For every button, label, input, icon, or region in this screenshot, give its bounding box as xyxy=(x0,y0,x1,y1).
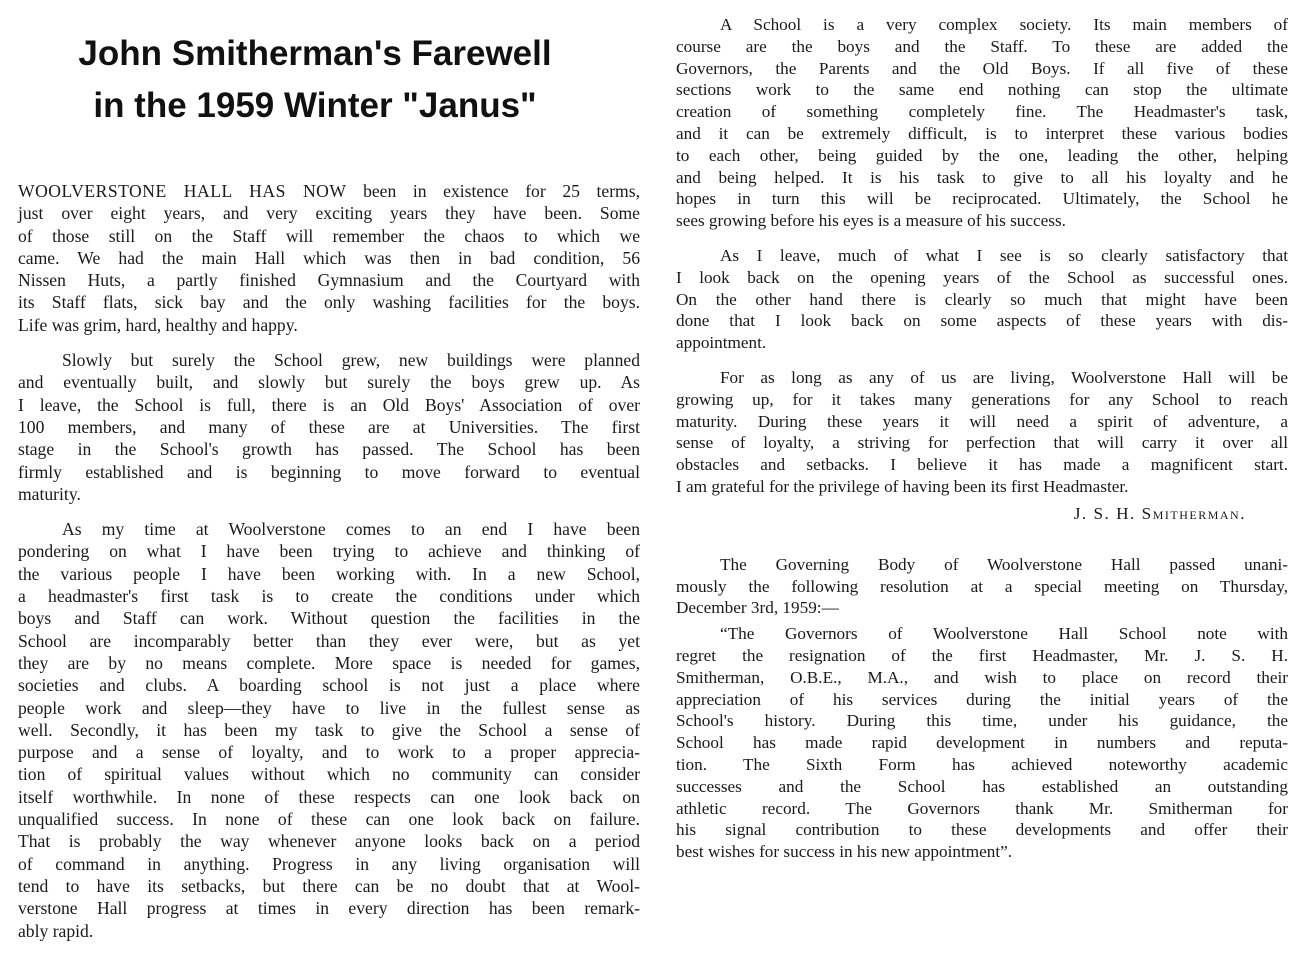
text-line: Slowly but surely the School grew, new buildings were planned xyxy=(62,350,640,371)
text-line: appreciation of his services during the initial years of the xyxy=(676,689,1288,709)
text-line: Life was grim, hard, healthy and happy. xyxy=(18,314,298,335)
text-line: tion. The Sixth Form has achieved noteworthy academic xyxy=(676,754,1288,774)
text-line: of those still on the Staff will remember the chaos to which we xyxy=(18,225,640,246)
lead-in-text: WOOLVERSTONE HALL HAS NOW xyxy=(18,181,347,201)
text-line: sees growing before his eyes is a measure of his success. xyxy=(676,211,1066,231)
text-line: growing up, for it takes many generations for any School to reach xyxy=(676,389,1288,409)
text-line: tion of spiritual values without which no community can consider xyxy=(18,764,640,785)
text-line: just over eight years, and very exciting years they have been. Some xyxy=(18,203,640,224)
text-line: its Staff flats, sick bay and the only washing facilities for the boys. xyxy=(18,292,640,313)
text-line: I leave, the School is full, there is an Old Boys' Association of over xyxy=(18,394,640,415)
signature: J. S. H. Smitherman. xyxy=(1073,503,1246,523)
text-line: Smitherman, O.B.E., M.A., and wish to place on record their xyxy=(676,667,1288,687)
page-title xyxy=(20,28,610,132)
text-line: maturity. xyxy=(18,483,81,504)
text-line: stage in the School's growth has passed. The School has been xyxy=(18,439,640,460)
text-line: “The Governors of Woolverstone Hall School note with xyxy=(720,624,1288,644)
text-line: As my time at Woolverstone comes to an end I have been xyxy=(62,519,640,540)
text-line xyxy=(18,180,640,202)
text-line: itself worthwhile. In none of these respects can one look back on xyxy=(18,786,640,807)
text-line: The Governing Body of Woolverstone Hall passed unani- xyxy=(720,554,1288,574)
resolution-text xyxy=(676,623,1288,863)
text-line: On the other hand there is clearly so much that might have been xyxy=(676,289,1288,309)
text-line: A School is a very complex society. Its main members of xyxy=(720,15,1288,34)
text-line: hopes in turn this will be reciprocated. Ultimately, the School he xyxy=(676,189,1288,209)
text-line: maturity. During these years it will need a spirit of adventure, a xyxy=(676,411,1288,431)
text-line: people work and sleep—they have to live in the fullest sense as xyxy=(18,697,640,718)
text-line: obstacles and setbacks. I believe it has made a magnificent start. xyxy=(676,455,1288,475)
text-line: 100 members, and many of these are at Universities. The first xyxy=(18,416,640,437)
text-line: unqualified success. In none of these can one look back on failure. xyxy=(18,809,640,830)
text-line: appointment. xyxy=(676,333,767,353)
text-line: As I leave, much of what I see is so clearly satisfactory that xyxy=(720,245,1288,265)
text-line: best wishes for success in his new appointment”. xyxy=(676,842,1013,862)
left-paragraph-2 xyxy=(18,349,640,505)
resolution-intro xyxy=(676,554,1288,619)
text-line: verstone Hall progress at times in every direction has been remark- xyxy=(18,898,640,919)
text-line: December 3rd, 1959:— xyxy=(676,598,839,618)
text-line: his signal contribution to these developments and offer their xyxy=(676,820,1288,840)
text-line: and it can be extremely difficult, is to interpret these various bodies xyxy=(676,123,1288,143)
left-paragraph-3 xyxy=(18,518,640,942)
text-line: Governors, the Parents and the Old Boys. If all five of these xyxy=(676,58,1288,78)
text-line: I am grateful for the privilege of having been its first Headmaster. xyxy=(676,476,1129,496)
text-line: athletic record. The Governors thank Mr. Smitherman for xyxy=(676,798,1288,818)
text-line: School has made rapid development in numbers and reputa- xyxy=(676,733,1288,753)
right-paragraph-2 xyxy=(676,245,1288,354)
text-line: course are the boys and the Staff. To these are added the xyxy=(676,36,1288,56)
left-column xyxy=(18,180,640,955)
text-line: boys and Staff can work. Without question the facilities in the xyxy=(18,608,640,629)
text-line: sense of loyalty, a striving for perfection that will carry it over all xyxy=(676,433,1288,453)
text-line: the various people I have been working with. In a new School, xyxy=(18,563,640,584)
text-line: School's history. During this time, under his guidance, the xyxy=(676,711,1288,731)
text-line: ably rapid. xyxy=(18,920,94,941)
text-line: to each other, being guided by the one, leading the other, helping xyxy=(676,145,1288,165)
text-line: well. Secondly, it has been my task to give the School a sense of xyxy=(18,719,640,740)
right-paragraph-1 xyxy=(676,14,1288,232)
text-line: Nissen Huts, a partly finished Gymnasium and the Courtyard with xyxy=(18,270,640,291)
text-line: a headmaster's first task is to create the conditions under which xyxy=(18,586,640,607)
right-paragraph-3 xyxy=(676,367,1288,498)
text-line: creation of something completely fine. The Headmaster's task, xyxy=(676,102,1288,122)
text-line: pondering on what I have been trying to achieve and thinking of xyxy=(18,541,640,562)
text-line: School are incomparably better than they ever were, but as yet xyxy=(18,630,640,651)
text-line: and eventually built, and slowly but surely the boys grew up. As xyxy=(18,372,640,393)
title-line-1: John Smitherman's Farewell xyxy=(78,34,552,73)
text-line: sections work to the same end nothing can stop the ultimate xyxy=(676,80,1288,100)
text-line: they are by no means complete. More space is needed for games, xyxy=(18,652,640,673)
text-line: purpose and a sense of loyalty, and to work to a proper apprecia- xyxy=(18,742,640,763)
text-line: done that I look back on some aspects of these years with dis- xyxy=(676,311,1288,331)
title-line-2: in the 1959 Winter "Janus" xyxy=(93,86,537,125)
text-line: I look back on the opening years of the School as successful ones. xyxy=(676,267,1288,287)
text-line: firmly established and is beginning to move forward to eventual xyxy=(18,461,640,482)
text-line: regret the resignation of the first Headmaster, Mr. J. S. H. xyxy=(676,645,1288,665)
text-line: societies and clubs. A boarding school is not just a place where xyxy=(18,675,640,696)
text-line: of command in anything. Progress in any living organisation will xyxy=(18,853,640,874)
text-line: mously the following resolution at a special meeting on Thursday, xyxy=(676,576,1288,596)
text-line: and being helped. It is his task to give to all his loyalty and he xyxy=(676,167,1288,187)
text-line: came. We had the main Hall which was then in bad condition, 56 xyxy=(18,247,640,268)
right-column xyxy=(676,14,1288,876)
left-paragraph-1 xyxy=(18,180,640,336)
text-line: That is probably the way whenever anyone looks back on a period xyxy=(18,831,640,852)
text-line: successes and the School has established an outstanding xyxy=(676,776,1288,796)
text-line: For as long as any of us are living, Woolverstone Hall will be xyxy=(720,367,1288,387)
text-line: tend to have its setbacks, but there can be no doubt that at Wool- xyxy=(18,875,640,896)
lead-in-rest: been in existence for 25 terms, xyxy=(346,181,640,201)
